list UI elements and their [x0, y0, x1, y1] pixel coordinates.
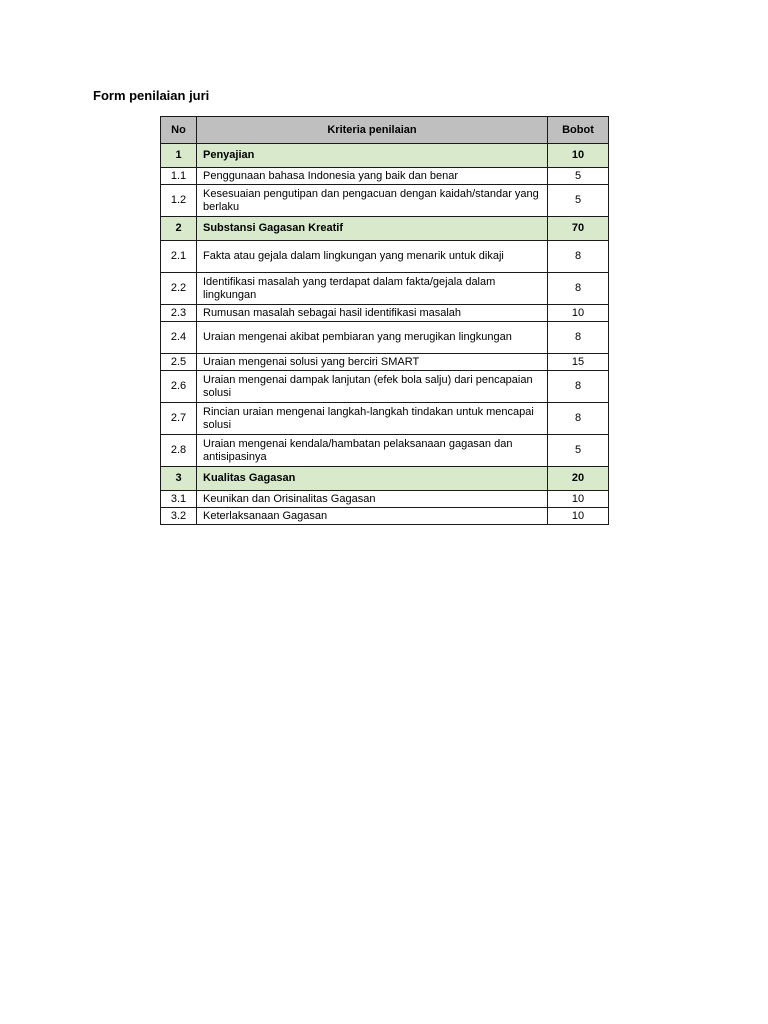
table-row [161, 354, 609, 371]
section-row [161, 144, 609, 168]
row-bobot: 8 [548, 241, 609, 273]
row-no: 3 [161, 467, 197, 491]
table-row [161, 241, 609, 273]
row-kriteria: Rumusan masalah sebagai hasil identifikasi masalah [197, 305, 548, 322]
row-kriteria: Penyajian [197, 144, 548, 168]
row-bobot: 10 [548, 491, 609, 508]
row-no: 2.6 [161, 371, 197, 403]
row-kriteria: Rincian uraian mengenai langkah-langkah tindakan untuk mencapai solusi [197, 403, 548, 435]
row-no: 2.7 [161, 403, 197, 435]
row-bobot: 10 [548, 305, 609, 322]
row-kriteria: Uraian mengenai akibat pembiaran yang merugikan lingkungan [197, 322, 548, 354]
row-bobot: 8 [548, 322, 609, 354]
criteria-table [160, 116, 609, 525]
header-kriteria: Kriteria penilaian [197, 117, 548, 144]
table-header-row [161, 117, 609, 144]
row-no: 3.1 [161, 491, 197, 508]
row-kriteria: Uraian mengenai solusi yang berciri SMART [197, 354, 548, 371]
row-kriteria: Kualitas Gagasan [197, 467, 548, 491]
table-row [161, 491, 609, 508]
row-no: 2 [161, 217, 197, 241]
row-bobot: 8 [548, 371, 609, 403]
row-kriteria: Kesesuaian pengutipan dan pengacuan dengan kaidah/standar yang berlaku [197, 185, 548, 217]
row-no: 2.2 [161, 273, 197, 305]
row-bobot: 15 [548, 354, 609, 371]
header-bobot: Bobot [548, 117, 609, 144]
table-row [161, 273, 609, 305]
row-kriteria: Keunikan dan Orisinalitas Gagasan [197, 491, 548, 508]
table-row [161, 305, 609, 322]
row-no: 1.1 [161, 168, 197, 185]
row-bobot: 10 [548, 508, 609, 525]
row-no: 1 [161, 144, 197, 168]
table-row [161, 508, 609, 525]
row-bobot: 5 [548, 435, 609, 467]
row-no: 2.8 [161, 435, 197, 467]
row-no: 2.3 [161, 305, 197, 322]
row-bobot: 8 [548, 403, 609, 435]
row-no: 2.1 [161, 241, 197, 273]
row-bobot: 5 [548, 168, 609, 185]
row-kriteria: Uraian mengenai kendala/hambatan pelaksanaan gagasan dan antisipasinya [197, 435, 548, 467]
row-no: 1.2 [161, 185, 197, 217]
row-bobot: 70 [548, 217, 609, 241]
row-kriteria: Identifikasi masalah yang terdapat dalam fakta/gejala dalam lingkungan [197, 273, 548, 305]
row-no: 3.2 [161, 508, 197, 525]
row-kriteria: Fakta atau gejala dalam lingkungan yang menarik untuk dikaji [197, 241, 548, 273]
row-no: 2.5 [161, 354, 197, 371]
row-kriteria: Uraian mengenai dampak lanjutan (efek bola salju) dari pencapaian solusi [197, 371, 548, 403]
row-kriteria: Penggunaan bahasa Indonesia yang baik dan benar [197, 168, 548, 185]
row-bobot: 5 [548, 185, 609, 217]
table-row [161, 185, 609, 217]
form-title: Form penilaian juri [93, 88, 210, 103]
table-row [161, 371, 609, 403]
header-no: No [161, 117, 197, 144]
row-bobot: 10 [548, 144, 609, 168]
row-kriteria: Keterlaksanaan Gagasan [197, 508, 548, 525]
table-row [161, 168, 609, 185]
table-row [161, 322, 609, 354]
row-bobot: 8 [548, 273, 609, 305]
row-no: 2.4 [161, 322, 197, 354]
row-kriteria: Substansi Gagasan Kreatif [197, 217, 548, 241]
section-row [161, 217, 609, 241]
table-row [161, 435, 609, 467]
section-row [161, 467, 609, 491]
table-row [161, 403, 609, 435]
row-bobot: 20 [548, 467, 609, 491]
